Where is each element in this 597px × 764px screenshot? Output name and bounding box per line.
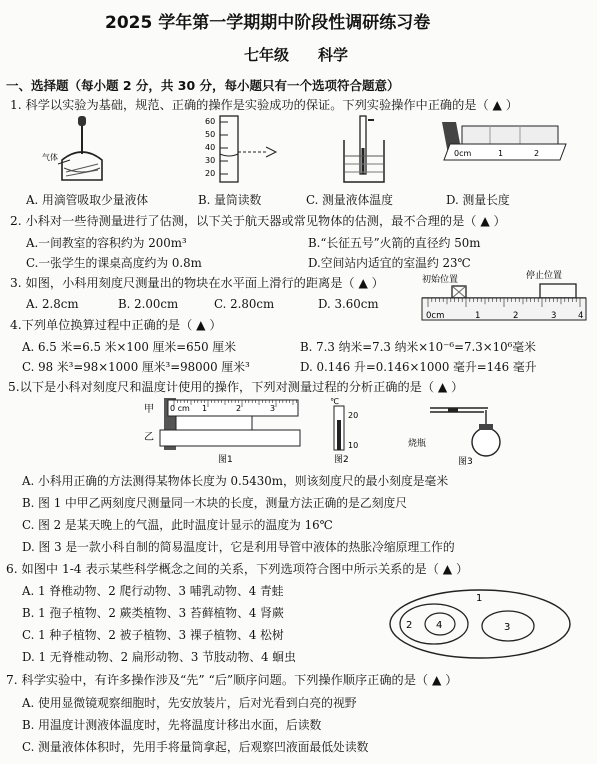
q7-option-b: B. 用温度计测液体温度时，先将温度计移出水面，后读数: [22, 718, 322, 732]
q7-option-a: A. 使用显微镜观察细胞时，先安放装片，后对光看到白亮的视野: [22, 696, 357, 710]
tick-60: 60: [205, 117, 216, 126]
q1-stem: 1. 科学以实验为基础，规范、正确的操作是实验成功的保证。下列实验操作中正确的是（ ▲ ）: [10, 98, 518, 112]
q3-option-a: A. 2.8cm: [26, 297, 79, 311]
q3-option-c: C. 2.80cm: [214, 297, 275, 311]
q7-stem: 7. 科学实验中，有许多操作涉及“先” “后”顺序问题。下列操作顺序正确的是（ ▲ ）: [6, 673, 458, 687]
q1-fig-c-thermometer-beaker: [344, 116, 384, 182]
q4-option-d: D. 0.146 升=0.146×1000 毫升=146 毫升: [300, 360, 537, 374]
q6-option-a: A. 1 脊椎动物、2 爬行动物、3 哺乳动物、4 青蛙: [22, 584, 284, 598]
q5-option-c: C. 图 2 是某天晚上的气温，此时温度计显示的温度为 16℃: [22, 518, 333, 532]
q6-option-c: C. 1 种子植物、2 被子植物、3 裸子植物、4 松树: [22, 628, 284, 642]
q5-stem: 5.以下是小科对刻度尺和温度计使用的操作，下列对测量过程的分析正确的是（ ▲ ）: [8, 380, 464, 394]
fig2-tick-10: 10: [348, 441, 359, 450]
q1-option-d: D. 测量长度: [446, 193, 510, 207]
fig1-ruler-1: 1: [202, 404, 208, 413]
q3-option-b: B. 2.00cm: [118, 297, 179, 311]
q3-ruler-2: 2: [513, 311, 519, 321]
q6-stem: 6. 如图中 1-4 表示某些科学概念之间的关系，下列选项符合图中所示关系的是（ ▲ ）: [6, 562, 469, 576]
subject-label: 科学: [318, 46, 349, 64]
q4-stem: 4.下列单位换算过程中正确的是（ ▲ ）: [10, 318, 222, 332]
q5-fig1-rulers: [144, 398, 300, 465]
q6-option-b: B. 1 孢子植物、2 蕨类植物、3 苔藓植物、4 肾蕨: [22, 606, 284, 620]
q2-option-a: A.一间教室的容积约为 200m³: [26, 236, 187, 250]
q2-option-d: D.空间站内适宜的室温约 23℃: [308, 256, 471, 270]
q1-fig-d-ruler: [442, 122, 566, 160]
q2-stem: 2. 小科对一些待测量进行了估测，以下关于航天器或常见物体的估测，最不合理的是（ ▲ ）: [10, 214, 506, 228]
fig3-flask-label: 烧瓶: [408, 439, 427, 449]
q1-option-b: B. 量筒读数: [198, 193, 262, 207]
q3-option-d: D. 3.60cm: [318, 297, 379, 311]
venn-label-4: 4: [436, 620, 443, 631]
fig2-unit: ℃: [330, 397, 339, 406]
q1-ruler-1: 1: [498, 149, 504, 158]
q3-ruler-0: 0cm: [426, 311, 445, 321]
q2-option-c: C.一张学生的课桌高度约为 0.8m: [26, 256, 202, 270]
q3-start-label: 初始位置: [422, 275, 459, 285]
q5-option-d: D. 图 3 是一款小科自制的简易温度计，它是利用导管中液体的热胀冷缩原理工作的: [22, 540, 455, 554]
fig1-ruler-3: 3: [270, 404, 276, 413]
tick-20: 20: [205, 169, 216, 178]
grade-label: 七年级: [244, 46, 290, 64]
q1-fig-b-cylinder: [205, 116, 276, 182]
fig1-caption: 图1: [218, 455, 233, 465]
page-title: 2025 学年第一学期期中阶段性调研练习卷: [105, 13, 431, 33]
venn-label-1: 1: [476, 593, 483, 604]
fig1-ruler-2: 2: [236, 404, 242, 413]
q5-fig2-thermometer: [330, 397, 358, 465]
q3-ruler-1: 1: [475, 311, 481, 321]
q5-option-b: B. 图 1 中甲乙两刻度尺测量同一木块的长度，测量方法正确的是乙刻度尺: [22, 496, 408, 510]
q1-ruler-2: 2: [534, 149, 540, 158]
q5-option-a: A. 小科用正确的方法测得某物体长度为 0.5430m，则该刻度尺的最小刻度是毫米: [22, 474, 449, 488]
section-heading: 一、选择题（每小题 2 分，共 30 分，每小题只有一个选项符合题意）: [6, 78, 400, 93]
q3-ruler-3: 3: [551, 311, 557, 321]
q5-figures: [140, 396, 540, 466]
fig2-tick-20: 20: [348, 411, 359, 420]
fig1-yi-label: 乙: [144, 432, 154, 443]
q1-option-a: A. 用滴管吸取少量液体: [26, 193, 149, 207]
q1-ruler-0: 0cm: [454, 149, 472, 158]
tick-40: 40: [205, 143, 216, 152]
q6-venn-diagram: [380, 582, 590, 672]
q3-block-stop: [540, 284, 576, 298]
q3-stem: 3. 如图，小科用刻度尺测量出的物块在水平面上滑行的距离是（ ▲ ）: [10, 276, 384, 290]
q1-option-c: C. 测量液体温度: [306, 193, 393, 207]
q5-fig3-flask-thermometer: [408, 408, 500, 466]
q4-option-c: C. 98 米³=98×1000 厘米³=98000 厘米³: [22, 360, 250, 374]
venn-label-2: 2: [406, 620, 413, 631]
venn-label-3: 3: [504, 622, 511, 633]
fig3-caption: 图3: [458, 457, 473, 466]
q3-figure: [418, 268, 590, 328]
q2-option-b: B.“长征五号”火箭的直径约 50m: [308, 236, 481, 250]
q6-option-d: D. 1 无脊椎动物、2 扁形动物、3 节肢动物、4 蛔虫: [22, 650, 296, 664]
q1-figures: [30, 114, 590, 186]
fig1-ruler-0: 0 cm: [170, 404, 190, 413]
q4-option-b: B. 7.3 纳米=7.3 纳米×10⁻⁶=7.3×10⁶毫米: [300, 340, 536, 354]
q3-ruler-4: 4: [578, 311, 584, 321]
tick-30: 30: [205, 156, 216, 165]
fig2-caption: 图2: [334, 455, 349, 465]
q4-option-a: A. 6.5 米=6.5 米×100 厘米=650 厘米: [22, 340, 237, 354]
fig1-jia-label: 甲: [144, 404, 154, 415]
q3-stop-label: 停止位置: [526, 271, 563, 281]
q1-fig-a-dropper: [42, 116, 102, 180]
q7-option-c: C. 测量液体体积时，先用手将量筒拿起，后观察凹液面最低处读数: [22, 740, 369, 754]
q1-gas-label: 气体: [42, 153, 58, 162]
tick-50: 50: [205, 130, 216, 139]
